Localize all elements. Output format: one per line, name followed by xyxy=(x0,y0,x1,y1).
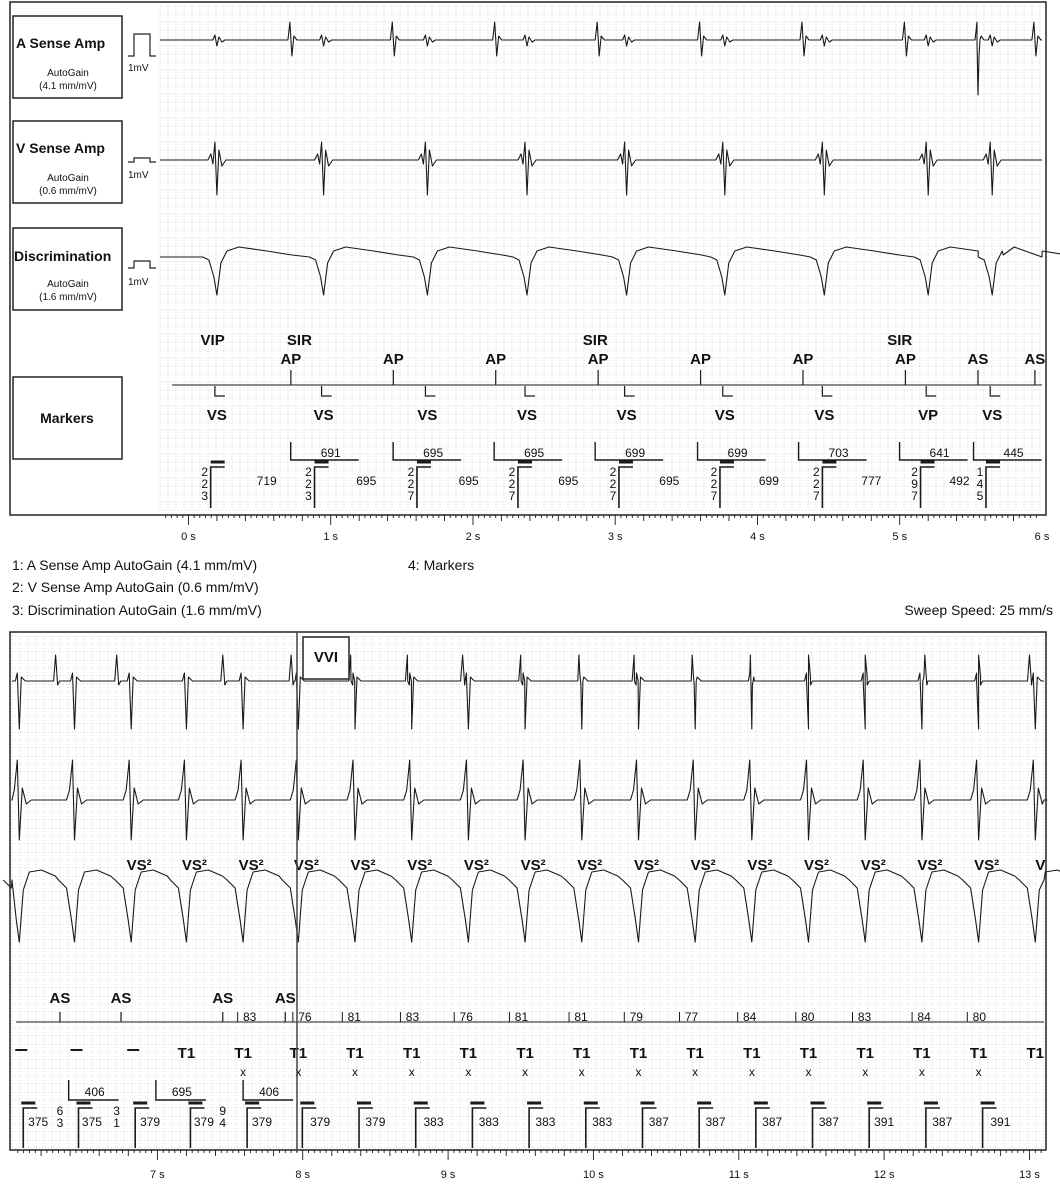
marker-lower-tick xyxy=(322,386,332,396)
x-marker: x xyxy=(862,1065,869,1079)
grid-lines xyxy=(160,6,1040,510)
vs2-marker-label: VS² xyxy=(238,857,264,874)
vs2-marker-label: VS² xyxy=(126,857,152,874)
axis-tick-label: 2 s xyxy=(465,531,481,543)
vv-interval-value: 387 xyxy=(648,1115,669,1129)
x-marker: x xyxy=(692,1065,699,1079)
channel-label-a-sense xyxy=(13,16,122,98)
rate-value: 77 xyxy=(684,1010,699,1024)
vv-interval-value: 375 xyxy=(81,1115,102,1129)
aa-interval-value: 691 xyxy=(320,446,341,460)
marker-code-digit: 1 xyxy=(113,1116,120,1130)
vv-interval-value: 699 xyxy=(758,474,779,488)
vv-interval-value: 695 xyxy=(659,474,680,488)
marker-lower-tick xyxy=(525,386,535,396)
channel-title: A Sense Amp xyxy=(16,35,106,51)
channel-title: V Sense Amp xyxy=(16,140,105,156)
aa-interval-value: 406 xyxy=(84,1085,105,1099)
x-marker: x xyxy=(465,1065,472,1079)
rate-value: 84 xyxy=(917,1010,931,1024)
vs2-marker-label: VS² xyxy=(577,857,603,874)
t1-marker-label: T1 xyxy=(856,1045,874,1062)
marker-upper-label: AP xyxy=(895,351,916,368)
vv-interval-value: 391 xyxy=(874,1115,895,1129)
channel-gain-value: (1.6 mm/mV) xyxy=(39,292,97,303)
x-marker: x xyxy=(975,1065,982,1079)
calibration-a xyxy=(128,34,156,74)
marker-code-digit: 2 xyxy=(813,465,820,479)
bottom-discrimination-trace xyxy=(3,870,1060,942)
marker-lower-label: VS xyxy=(517,407,538,424)
marker-lower-label: VS xyxy=(616,407,637,424)
vs2-marker-label: VS² xyxy=(520,857,546,874)
axis-tick-label: 0 s xyxy=(181,531,196,543)
vv-interval-value: 387 xyxy=(762,1115,783,1129)
vv-interval-value: 383 xyxy=(535,1115,556,1129)
marker-upper-label: AP xyxy=(382,351,404,368)
vs2-marker-label: VS² xyxy=(860,857,886,874)
calibration-label: 1mV xyxy=(128,63,149,74)
vv-interval-value: 379 xyxy=(251,1115,273,1129)
t1-marker-label: T1 xyxy=(969,1045,988,1062)
aa-interval-value: 695 xyxy=(524,446,545,460)
vv-interval-value: 777 xyxy=(861,474,882,488)
rate-value: 76 xyxy=(459,1010,473,1024)
vv-interval-value: 387 xyxy=(818,1115,839,1129)
t1-marker-label: T1 xyxy=(289,1045,308,1062)
as-marker-label: AS xyxy=(212,990,234,1007)
vs2-marker-label: V xyxy=(1035,857,1046,874)
calibration-label: 1mV xyxy=(128,170,149,181)
marker-lower-label: VS xyxy=(417,407,438,424)
vv-interval-value: 379 xyxy=(365,1115,386,1129)
axis-tick-label: 13 s xyxy=(1019,1169,1040,1181)
t1-marker-label: T1 xyxy=(913,1045,931,1062)
annotation-label: SIR xyxy=(887,332,913,349)
marker-lower-tick xyxy=(215,386,225,396)
x-marker: x xyxy=(635,1065,642,1079)
marker-upper-label: AS xyxy=(967,351,989,368)
marker-code-digit: 2 xyxy=(911,465,918,479)
axis-tick-label: 4 s xyxy=(750,531,765,543)
t1-marker-label: T1 xyxy=(1026,1045,1045,1062)
axis-ticks xyxy=(18,1150,1041,1160)
channel-title: Discrimination xyxy=(14,248,112,264)
vv-interval-value: 383 xyxy=(478,1115,499,1129)
marker-code-digit: 2 xyxy=(305,465,312,479)
x-marker: x xyxy=(578,1065,585,1079)
aa-interval-value: 703 xyxy=(828,446,849,460)
annotation-label: VIP xyxy=(200,332,225,349)
axis-tick-label: 10 s xyxy=(583,1169,604,1181)
marker-lower-label: VS xyxy=(814,407,835,424)
vv-interval-value: 383 xyxy=(592,1115,613,1129)
x-marker: x xyxy=(295,1065,302,1079)
top-time-axis xyxy=(166,515,1050,543)
x-marker: x xyxy=(408,1065,415,1079)
t1-marker-label: T1 xyxy=(402,1045,421,1062)
rate-value: 76 xyxy=(298,1010,312,1024)
legend-line-1: 1: A Sense Amp AutoGain (4.1 mm/mV) xyxy=(12,557,258,573)
vv-interval-value: 695 xyxy=(458,474,479,488)
vs2-marker-label: VS² xyxy=(407,857,433,874)
marker-code-digit: 2 xyxy=(710,465,718,479)
channel-label-v-sense xyxy=(13,121,122,203)
marker-upper-label: AP xyxy=(792,351,814,368)
axis-tick-label: 3 s xyxy=(607,531,623,543)
axis-tick-label: 8 s xyxy=(295,1169,311,1181)
rate-value: 81 xyxy=(514,1010,529,1024)
rate-value: 83 xyxy=(857,1010,872,1024)
vv-interval-value: 719 xyxy=(256,474,277,488)
sweep-speed: Sweep Speed: 25 mm/s xyxy=(904,602,1053,618)
t1-marker-label: T1 xyxy=(686,1045,704,1062)
legend-line-4: 4: Markers xyxy=(408,557,475,573)
vs2-marker-label: VS² xyxy=(293,857,319,874)
marker-upper-label: AS xyxy=(1024,351,1046,368)
vv-interval-value: 387 xyxy=(932,1115,953,1129)
axis-tick-label: 5 s xyxy=(892,531,908,543)
vs2-marker-label: VS² xyxy=(350,857,376,874)
axis-ticks xyxy=(166,515,1037,525)
t1-marker-label: T1 xyxy=(573,1045,591,1062)
legend-line-3: 3: Discrimination AutoGain (1.6 mm/mV) xyxy=(12,602,262,618)
vv-interval-value: 695 xyxy=(356,474,377,488)
channel-gain: AutoGain xyxy=(47,68,89,79)
vv-interval-value: 383 xyxy=(423,1115,444,1129)
marker-code-digit: 2 xyxy=(508,465,516,479)
vv-interval-value: 695 xyxy=(558,474,579,488)
calibration-v xyxy=(128,158,156,181)
channel-gain: AutoGain xyxy=(47,173,89,184)
top-marker-channel xyxy=(172,332,1045,508)
annotation-label: SIR xyxy=(582,332,608,349)
marker-code-digit: 7 xyxy=(813,489,820,503)
marker-upper-label: AP xyxy=(485,351,507,368)
vv-interval-value: 492 xyxy=(949,474,970,488)
marker-code-digit: 2 xyxy=(305,477,312,491)
t1-marker-label: T1 xyxy=(629,1045,648,1062)
channel-title: Markers xyxy=(40,410,94,426)
marker-code-digit: 3 xyxy=(113,1104,120,1118)
vs2-marker-label: VS² xyxy=(633,857,659,874)
marker-code-bracket xyxy=(720,467,734,508)
vs2-marker-label: VS² xyxy=(463,857,489,874)
rate-value: 83 xyxy=(405,1010,420,1024)
t1-marker-label: T1 xyxy=(799,1045,818,1062)
channel-label-markers xyxy=(13,377,122,459)
marker-code-digit: 5 xyxy=(976,489,984,503)
marker-upper-label: AP xyxy=(280,351,302,368)
vs2-marker-label: VS² xyxy=(181,857,207,874)
mode-switch-label: VVI xyxy=(313,649,339,666)
as-marker-label: AS xyxy=(110,990,132,1007)
marker-code-digit: 2 xyxy=(407,465,415,479)
t1-marker-label: T1 xyxy=(234,1045,252,1062)
vs2-marker-label: VS² xyxy=(747,857,773,874)
axis-tick-label: 6 s xyxy=(1034,531,1050,543)
vs2-marker-label: VS² xyxy=(690,857,716,874)
t1-marker-label: T1 xyxy=(177,1045,196,1062)
legend xyxy=(12,557,1053,618)
marker-code-digit: 7 xyxy=(407,489,415,503)
bottom-traces xyxy=(3,655,1060,942)
vv-interval-value: 379 xyxy=(140,1115,161,1129)
rate-value: 80 xyxy=(972,1010,987,1024)
legend-line-2: 2: V Sense Amp AutoGain (0.6 mm/mV) xyxy=(12,579,259,595)
marker-code-digit: 3 xyxy=(305,489,312,503)
t1-marker-label: T1 xyxy=(346,1045,364,1062)
marker-code-digit: 9 xyxy=(911,477,918,491)
vv-interval-value: 379 xyxy=(310,1115,331,1129)
x-marker: x xyxy=(240,1065,247,1079)
marker-code-digit: 2 xyxy=(407,477,415,491)
a-sense-trace xyxy=(160,22,1042,95)
grid-top xyxy=(160,6,1040,510)
x-marker: x xyxy=(748,1065,755,1079)
marker-code-digit: 7 xyxy=(609,489,617,503)
aa-interval-value: 641 xyxy=(929,446,950,460)
axis-tick-label: 9 s xyxy=(440,1169,456,1181)
channel-label-discrimination xyxy=(13,228,122,310)
channel-gain-value: (0.6 mm/mV) xyxy=(39,186,97,197)
marker-lower-tick xyxy=(625,386,635,396)
rate-value: 80 xyxy=(801,1010,815,1024)
marker-code-digit: 2 xyxy=(609,477,617,491)
axis-tick-label: 12 s xyxy=(873,1169,895,1181)
axis-tick-label: 11 s xyxy=(728,1169,749,1181)
t1-marker-label: T1 xyxy=(743,1045,761,1062)
marker-lower-label: VS xyxy=(714,407,735,424)
axis-tick-label: 7 s xyxy=(150,1169,165,1181)
marker-code-digit: 2 xyxy=(201,477,209,491)
marker-code-digit: 2 xyxy=(508,477,516,491)
x-marker: x xyxy=(805,1065,812,1079)
vv-interval-value: 391 xyxy=(990,1115,1011,1129)
marker-code-digit: 2 xyxy=(201,465,209,479)
marker-lower-label: VP xyxy=(918,407,939,424)
aa-interval-value: 406 xyxy=(259,1085,280,1099)
x-marker: x xyxy=(352,1065,359,1079)
vv-interval-value: 387 xyxy=(705,1115,726,1129)
marker-upper-label: AP xyxy=(587,351,609,368)
aa-interval-value: 699 xyxy=(727,446,748,460)
rate-value: 79 xyxy=(629,1010,643,1024)
rate-value: 84 xyxy=(742,1010,757,1024)
marker-code-digit: 6 xyxy=(56,1104,64,1118)
channel-gain-value: (4.1 mm/mV) xyxy=(39,81,97,92)
marker-code-digit: 4 xyxy=(976,477,984,491)
rate-value: 81 xyxy=(574,1010,588,1024)
marker-upper-label: AP xyxy=(690,351,712,368)
t1-marker-label: T1 xyxy=(459,1045,478,1062)
rate-value: 81 xyxy=(347,1010,361,1024)
as-marker-label: AS xyxy=(274,990,296,1007)
marker-code-digit: 7 xyxy=(508,489,516,503)
channel-gain: AutoGain xyxy=(47,279,89,290)
vv-interval-value: 379 xyxy=(193,1115,214,1129)
vs2-marker-label: VS² xyxy=(974,857,1000,874)
x-marker: x xyxy=(522,1065,529,1079)
vs2-marker-label: VS² xyxy=(917,857,943,874)
marker-lower-label: VS xyxy=(206,407,227,424)
vv-interval-value: 375 xyxy=(28,1115,49,1129)
calibration-label: 1mV xyxy=(128,277,149,288)
marker-code-digit: 1 xyxy=(976,465,984,479)
marker-code-digit: 9 xyxy=(219,1104,227,1118)
aa-interval-value: 445 xyxy=(1003,446,1024,460)
marker-code-digit: 2 xyxy=(813,477,820,491)
calibration-discrim xyxy=(128,261,156,288)
axis-tick-label: 1 s xyxy=(323,531,339,543)
marker-code-digit: 7 xyxy=(710,489,718,503)
rate-value: 83 xyxy=(242,1010,257,1024)
x-marker: x xyxy=(918,1065,925,1079)
aa-interval-value: 695 xyxy=(171,1085,192,1099)
marker-code-digit: 2 xyxy=(609,465,617,479)
marker-code-digit: 3 xyxy=(56,1116,64,1130)
marker-lower-tick xyxy=(926,386,936,396)
as-marker-label: AS xyxy=(49,990,71,1007)
aa-interval-value: 699 xyxy=(625,446,646,460)
marker-lower-label: VS xyxy=(313,407,334,424)
aa-interval-value: 695 xyxy=(423,446,444,460)
t1-marker-label: T1 xyxy=(516,1045,534,1062)
annotation-label: SIR xyxy=(286,332,312,349)
vs2-marker-label: VS² xyxy=(804,857,830,874)
marker-code-digit: 7 xyxy=(911,489,918,503)
marker-lower-label: VS xyxy=(982,407,1003,424)
marker-code-digit: 3 xyxy=(201,489,209,503)
marker-code-digit: 4 xyxy=(219,1116,227,1130)
bottom-time-axis xyxy=(18,1150,1041,1181)
bottom-marker-channel xyxy=(15,990,1044,1148)
marker-lower-tick xyxy=(425,386,435,396)
marker-code-digit: 2 xyxy=(710,477,718,491)
